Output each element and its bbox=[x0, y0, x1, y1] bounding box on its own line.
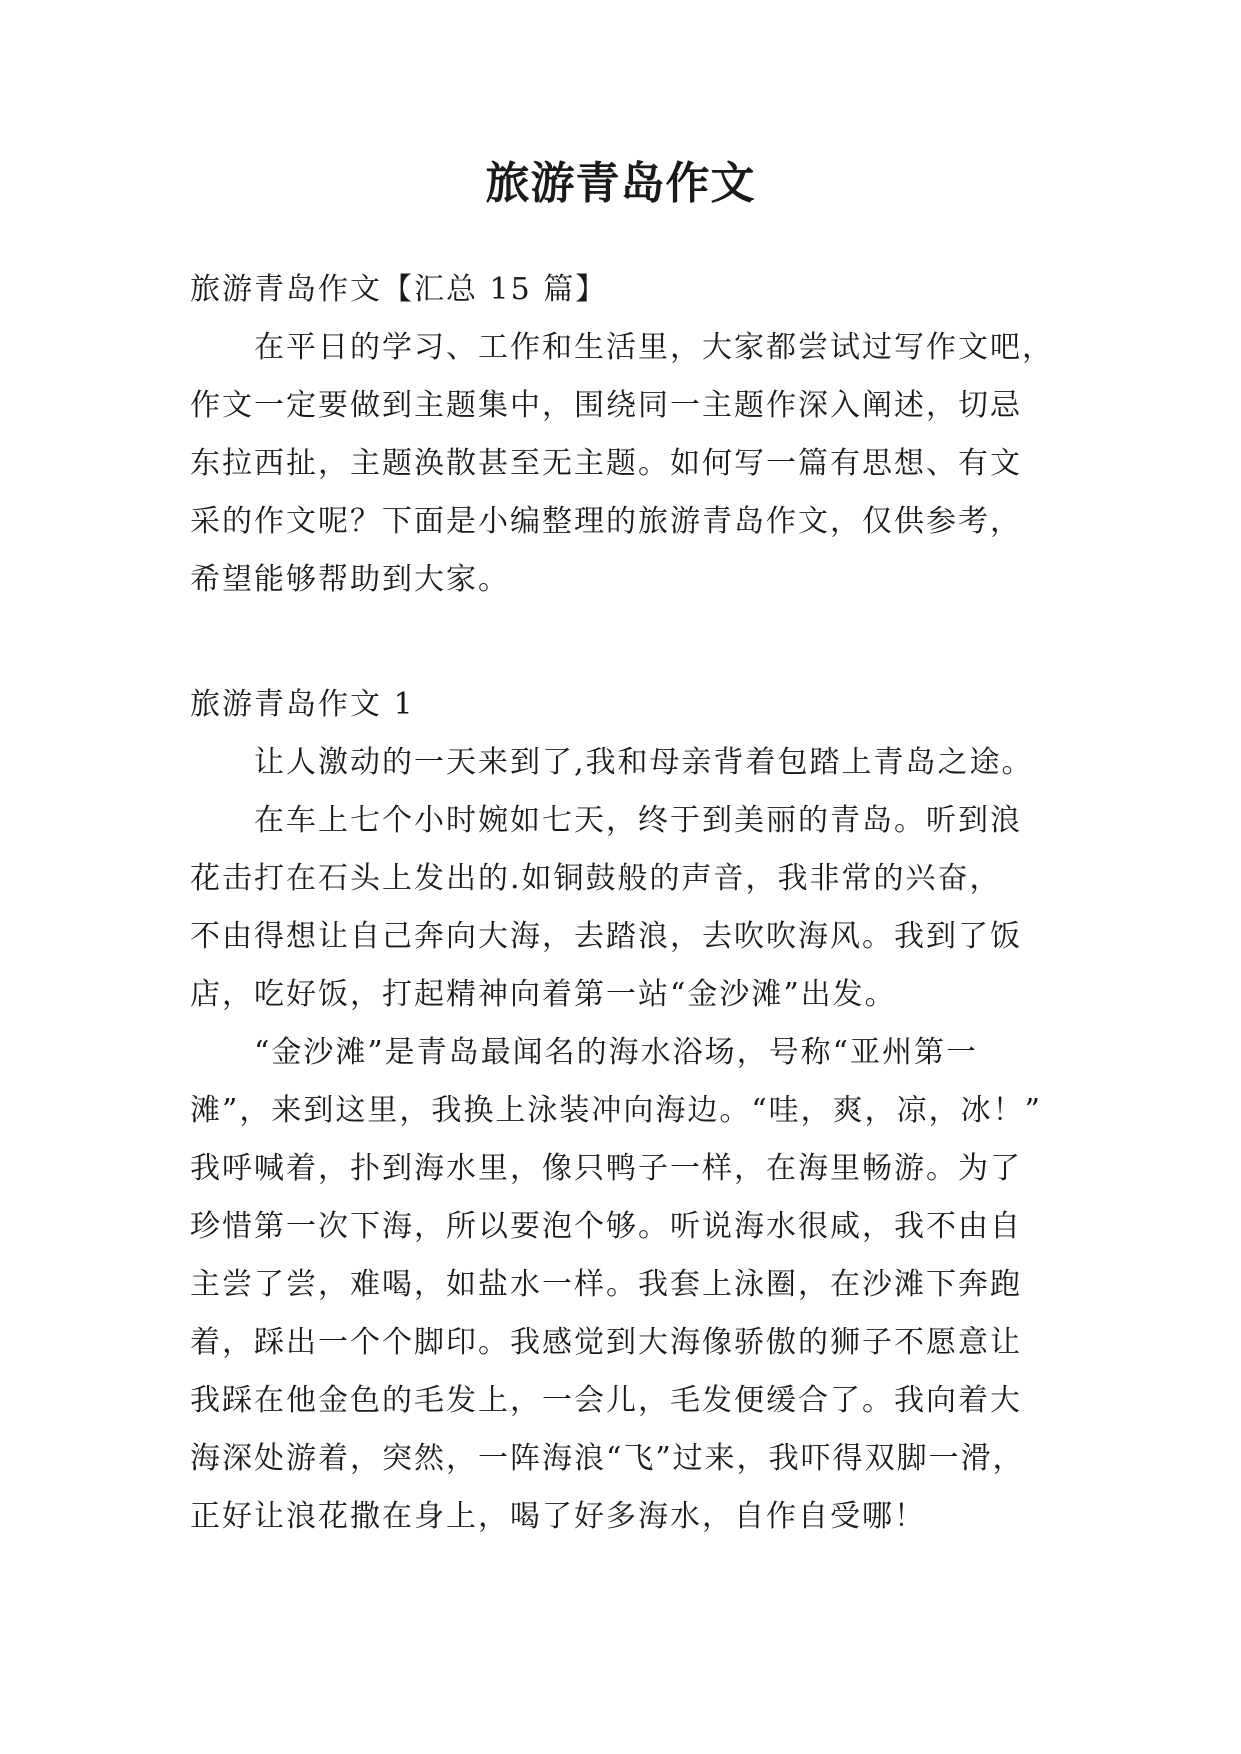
section-heading: 旅游青岛作文 1 bbox=[190, 687, 415, 722]
paragraph-line: 海深处游着，突然，一阵海浪“飞”过来，我吓得双脚一滑， bbox=[190, 1441, 1025, 1476]
paragraph-line: 着，踩出一个个脚印。我感觉到大海像骄傲的狮子不愿意让 bbox=[190, 1325, 1022, 1360]
paragraph-line: 珍惜第一次下海，所以要泡个够。听说海水很咸，我不由自 bbox=[190, 1209, 1022, 1244]
document-title: 旅游青岛作文 bbox=[485, 158, 756, 209]
section-paragraph bbox=[190, 792, 1060, 1024]
paragraph-line: 主尝了尝，难喝，如盐水一样。我套上泳圈，在沙滩下奔跑 bbox=[190, 1267, 1022, 1302]
paragraph-line: “金沙滩”是青岛最闻名的海水浴场，号称“亚州第一 bbox=[254, 1035, 979, 1070]
intro-line: 作文一定要做到主题集中，围绕同一主题作深入阐述，切忌 bbox=[190, 388, 1022, 423]
paragraph-line: 不由得想让自己奔向大海，去踏浪，去吹吹海风。我到了饭 bbox=[190, 919, 1022, 954]
paragraph-line: 我呼喊着，扑到海水里，像只鸭子一样，在海里畅游。为了 bbox=[190, 1151, 1022, 1186]
intro-line: 东拉西扯，主题涣散甚至无主题。如何写一篇有思想、有文 bbox=[190, 446, 1022, 481]
intro-block bbox=[190, 261, 1060, 609]
subtitle: 旅游青岛作文【汇总 15 篇】 bbox=[190, 272, 608, 307]
section-paragraph bbox=[190, 734, 1060, 792]
section-paragraph bbox=[190, 1024, 1060, 1546]
intro-paragraph bbox=[190, 319, 1060, 609]
intro-line: 在平日的学习、工作和生活里，大家都尝试过写作文吧， bbox=[254, 330, 1054, 365]
paragraph-line: 店，吃好饭，打起精神向着第一站“金沙滩”出发。 bbox=[190, 977, 897, 1012]
paragraph-line: 让人激动的一天来到了,我和母亲背着包踏上青岛之途。 bbox=[254, 745, 1034, 780]
intro-line: 希望能够帮助到大家。 bbox=[190, 562, 510, 597]
paragraph-line: 正好让浪花撒在身上，喝了好多海水，自作自受哪！ bbox=[190, 1499, 926, 1534]
paragraph-line: 滩”，来到这里，我换上泳装冲向海边。“哇，爽，凉，冰！” bbox=[190, 1093, 1043, 1128]
intro-line: 采的作文呢？下面是小编整理的旅游青岛作文，仅供参考， bbox=[190, 504, 1022, 539]
paragraph-line: 我踩在他金色的毛发上，一会儿，毛发便缓合了。我向着大 bbox=[190, 1383, 1022, 1418]
paragraph-line: 在车上七个小时婉如七天，终于到美丽的青岛。听到浪 bbox=[254, 803, 1022, 838]
paragraph-line: 花击打在石头上发出的.如铜鼓般的声音，我非常的兴奋， bbox=[190, 861, 1002, 896]
section-1 bbox=[190, 676, 1060, 1546]
